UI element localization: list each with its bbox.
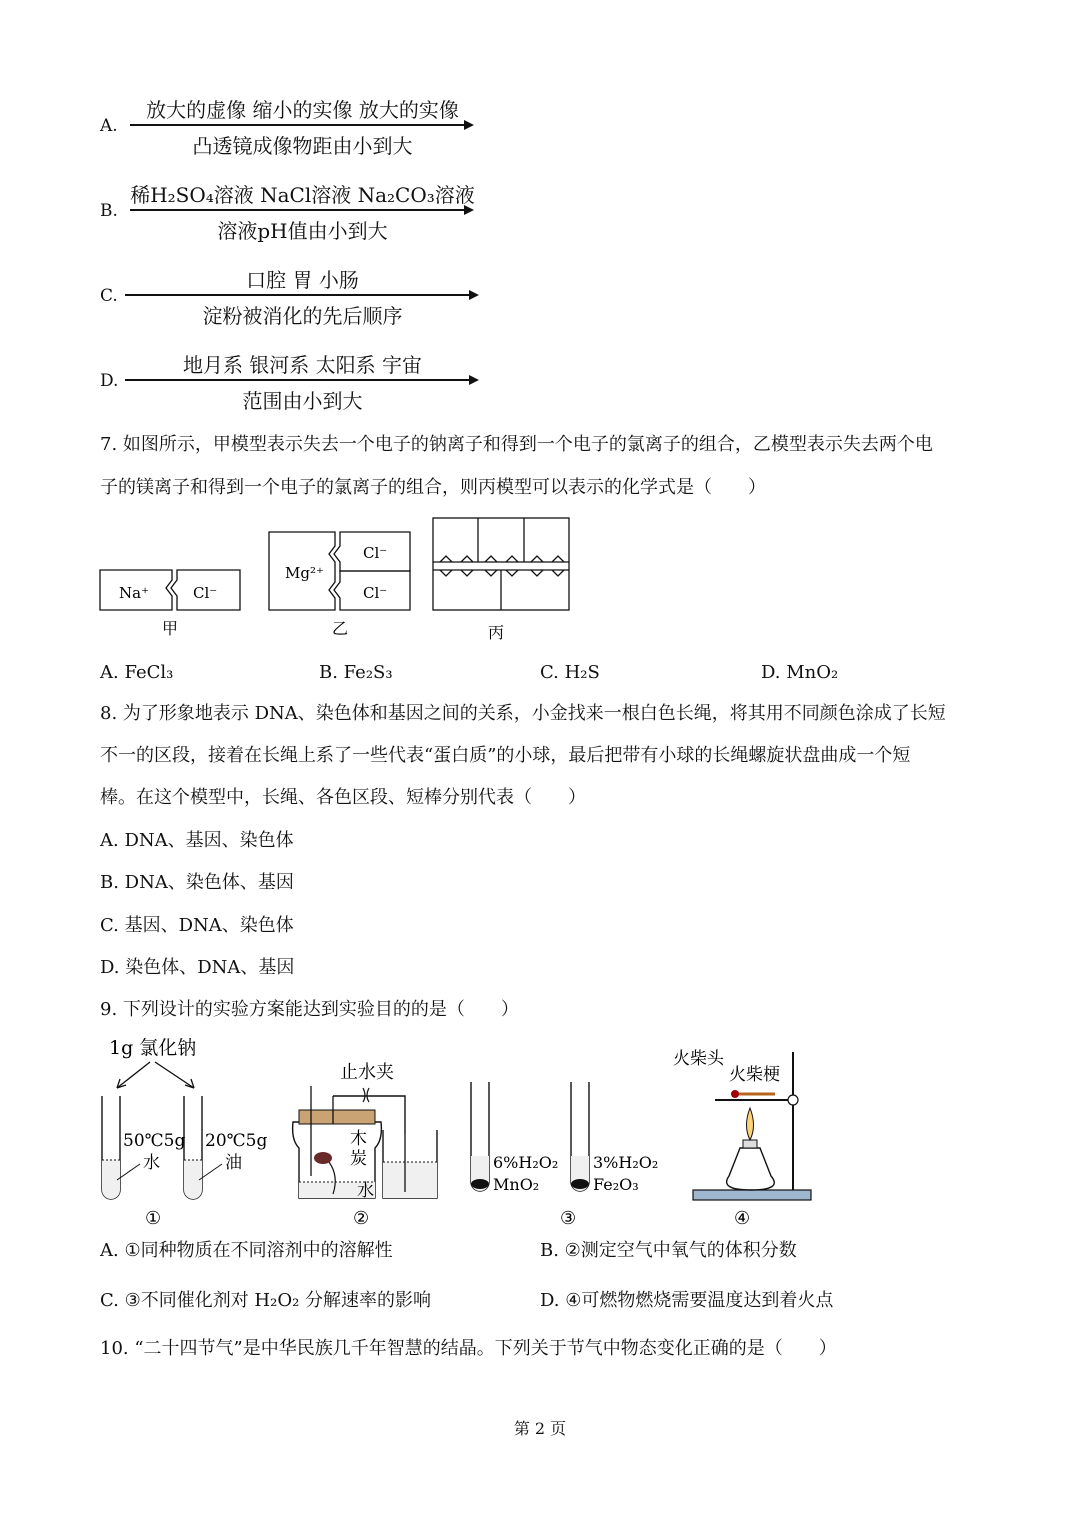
q7-text-line1: 7. 如图所示，甲模型表示失去一个电子的钠离子和得到一个电子的氯离子的组合，乙模型表示失去两个电	[100, 434, 933, 455]
q7-text-line2: 子的镁离子和得到一个电子的氯离子的组合，则丙模型可以表示的化学式是（ ）	[100, 477, 766, 498]
water-label: 水	[357, 1181, 374, 1201]
tube1-label: 50℃5g	[123, 1131, 186, 1151]
mno2-label: MnO₂	[493, 1175, 540, 1194]
q9-option-d: D. ④可燃物燃烧需要温度达到着火点	[540, 1290, 834, 1311]
experiment-2	[293, 1062, 437, 1229]
page-number: 第 2 页	[513, 1419, 567, 1438]
option-letter: A.	[100, 116, 118, 136]
figure-number-4: ④	[734, 1208, 751, 1229]
match-head-label: 火柴头	[673, 1049, 724, 1069]
q7-option-a: A. FeCl₃	[100, 662, 174, 683]
option-letter: C.	[100, 286, 118, 306]
tube2-label: 20℃5g	[205, 1131, 268, 1151]
experiment-1	[102, 1037, 267, 1229]
figure-number-2: ②	[353, 1208, 370, 1229]
arrow-top-label: 放大的虚像 缩小的实像 放大的实像	[146, 98, 459, 122]
nacl-label: 1g 氯化钠	[109, 1037, 197, 1059]
arrow-top-label: 地月系 银河系 太阳系 宇宙	[182, 353, 423, 377]
q7-option-d: D. MnO₂	[761, 662, 839, 683]
tube2-solvent: 油	[225, 1153, 242, 1173]
experiment-4	[673, 1049, 811, 1229]
q8-text-line1: 8. 为了形象地表示 DNA、染色体和基因之间的关系，小金找来一根白色长绳，将其用不同颜色涂成了长短	[100, 703, 946, 724]
mg-ion-label: Mg²⁺	[285, 564, 324, 582]
arrow-line	[130, 209, 472, 211]
figure-number-3: ③	[560, 1208, 577, 1229]
caption-yi: 乙	[332, 619, 349, 638]
na-ion-label: Na⁺	[119, 584, 149, 602]
q7-option-b: B. Fe₂S₃	[319, 662, 393, 683]
h2o2-3-label: 3%H₂O₂	[593, 1153, 659, 1172]
h2o2-6-label: 6%H₂O₂	[493, 1153, 559, 1172]
caption-bing: 丙	[488, 623, 505, 642]
q8-option-b: B. DNA、染色体、基因	[100, 872, 294, 893]
q9-option-b: B. ②测定空气中氧气的体积分数	[540, 1240, 797, 1261]
q7-ion-model-figure	[95, 512, 585, 647]
q8-text-line2: 不一的区段，接着在长绳上系了一些代表“蛋白质”的小球，最后把带有小球的长绳螺旋状盘曲成一个短	[100, 745, 911, 766]
q8-option-a: A. DNA、基因、染色体	[100, 830, 294, 851]
model-yi	[269, 532, 410, 638]
caption-jia: 甲	[162, 619, 179, 638]
option-letter: B.	[100, 201, 118, 221]
q9-option-a: A. ①同种物质在不同溶剂中的溶解性	[100, 1240, 393, 1261]
arrow-line	[130, 124, 472, 126]
arrow-line	[125, 379, 477, 381]
option-letter: D.	[100, 371, 119, 391]
cl-ion-label-1: Cl⁻	[363, 544, 388, 562]
q8-text-line3: 棒。在这个模型中，长绳、各色区段、短棒分别代表（ ）	[100, 787, 586, 808]
cl-ion-label-2: Cl⁻	[363, 584, 388, 602]
q8-option-c: C. 基因、DNA、染色体	[100, 915, 294, 936]
model-bing	[433, 518, 569, 610]
q9-experiment-figure	[95, 1030, 835, 1230]
q10-text-line1: 10. “二十四节气”是中华民族几千年智慧的结晶。下列关于节气中物态变化正确的是（ ）	[100, 1338, 837, 1359]
charcoal-label-2: 炭	[350, 1149, 367, 1169]
figure-number-1: ①	[145, 1208, 162, 1229]
q7-option-c: C. H₂S	[540, 662, 600, 683]
arrow-bottom-label: 范围由小到大	[242, 389, 363, 413]
arrow-top-label: 稀H₂SO₄溶液 NaCl溶液 Na₂CO₃溶液	[130, 183, 475, 207]
q9-option-c: C. ③不同催化剂对 H₂O₂ 分解速率的影响	[100, 1290, 432, 1311]
arrow-bottom-label: 淀粉被消化的先后顺序	[202, 304, 403, 328]
charcoal-label-1: 木	[350, 1129, 367, 1149]
arrow-bottom-label: 溶液pH值由小到大	[217, 219, 388, 243]
arrow-bottom-label: 凸透镜成像物距由小到大	[192, 134, 413, 158]
tube1-solvent: 水	[143, 1153, 160, 1173]
cl-ion-label: Cl⁻	[193, 584, 218, 602]
model-jia	[100, 570, 240, 638]
arrow-line	[125, 294, 477, 296]
match-stick-label: 火柴梗	[729, 1065, 780, 1085]
experiment-3	[471, 1082, 658, 1229]
q8-option-d: D. 染色体、DNA、基因	[100, 957, 295, 978]
q9-text-line1: 9. 下列设计的实验方案能达到实验目的的是（ ）	[100, 999, 519, 1020]
arrow-top-label: 口腔 胃 小肠	[246, 268, 359, 292]
clip-label: 止水夹	[340, 1062, 394, 1083]
fe2o3-label: Fe₂O₃	[593, 1175, 639, 1194]
